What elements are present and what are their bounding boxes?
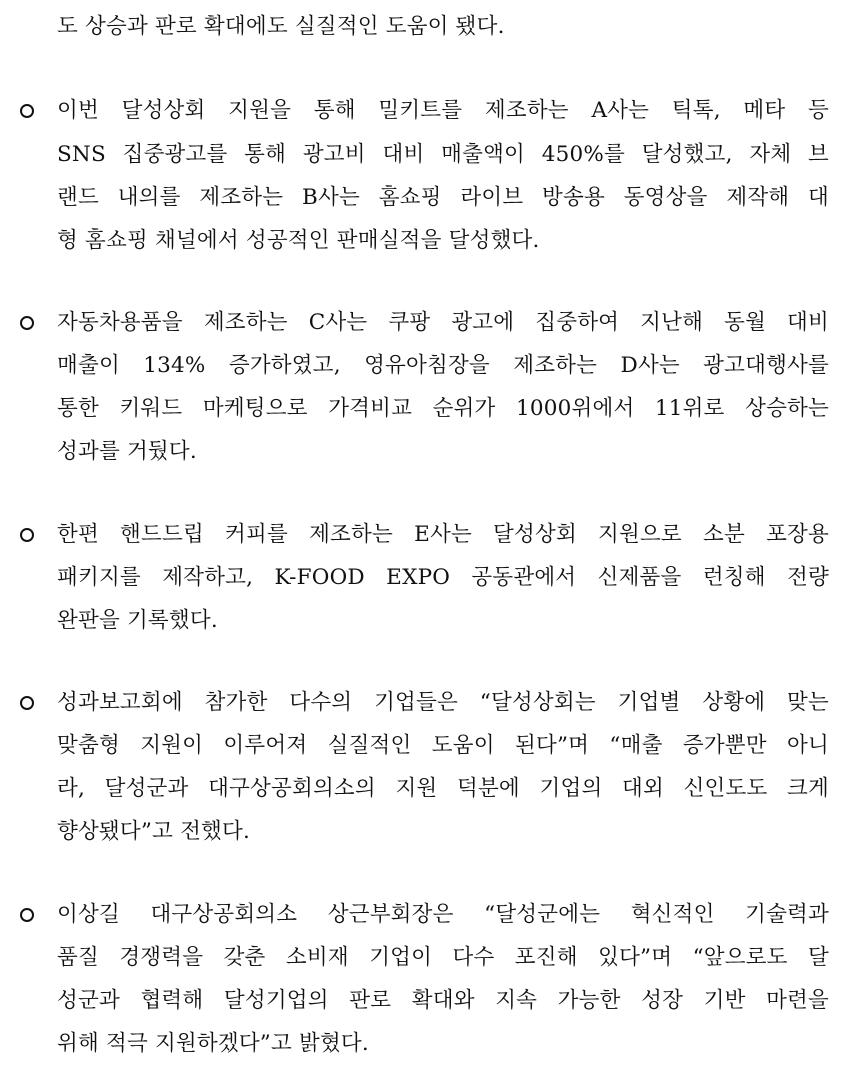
- paragraph-2-line-3: 통한 키워드 마케팅으로 가격비교 순위가 1000위에서 11위로 상승하는: [57, 396, 829, 421]
- paragraph-4-line-1: 성과보고회에 참가한 다수의 기업들은 “달성상회는 기업별 상황에 맞는: [57, 690, 829, 715]
- bullet-icon: [20, 528, 34, 542]
- paragraph-3-line-2: 패키지를 제작하고, K-FOOD EXPO 공동관에서 신제품을 런칭해 전량: [57, 565, 829, 590]
- paragraph-1-line-1: 이번 달성상회 지원을 통해 밀키트를 제조하는 A사는 틱톡, 메타 등: [57, 98, 829, 123]
- intro-line: 도 상승과 판로 확대에도 실질적인 도움이 됐다.: [57, 14, 505, 39]
- paragraph-4-line-3: 라, 달성군과 대구상공회의소의 지원 덕분에 기업의 대외 신인도도 크게: [57, 776, 829, 801]
- paragraph-1-line-3: 랜드 내의를 제조하는 B사는 홈쇼핑 라이브 방송용 동영상을 제작해 대: [57, 185, 829, 210]
- paragraph-5-line-4: 위해 적극 지원하겠다”고 밝혔다.: [57, 1031, 369, 1056]
- bullet-icon: [20, 104, 34, 118]
- bullet-icon: [20, 908, 34, 922]
- paragraph-4-line-2: 맞춤형 지원이 이루어져 실질적인 도움이 된다”며 “매출 증가뿐만 아니: [57, 733, 829, 758]
- paragraph-5-line-3: 성군과 협력해 달성기업의 판로 확대와 지속 가능한 성장 기반 마련을: [57, 988, 829, 1013]
- paragraph-3-line-3: 완판을 기록했다.: [57, 608, 218, 633]
- bullet-icon: [20, 316, 34, 330]
- paragraph-1-line-2: SNS 집중광고를 통해 광고비 대비 매출액이 450%를 달성했고, 자체 브: [57, 142, 829, 167]
- paragraph-2-line-2: 매출이 134% 증가하였고, 영유아침장을 제조하는 D사는 광고대행사를: [57, 353, 829, 378]
- paragraph-4-line-4: 향상됐다”고 전했다.: [57, 819, 251, 844]
- paragraph-2-line-4: 성과를 거뒀다.: [57, 439, 197, 464]
- paragraph-2-line-1: 자동차용품을 제조하는 C사는 쿠팡 광고에 집중하여 지난해 동월 대비: [57, 310, 829, 335]
- paragraph-3-line-1: 한편 핸드드립 커피를 제조하는 E사는 달성상회 지원으로 소분 포장용: [57, 522, 829, 547]
- paragraph-1-line-4: 형 홈쇼핑 채널에서 성공적인 판매실적을 달성했다.: [57, 228, 540, 253]
- bullet-icon: [20, 696, 34, 710]
- paragraph-5-line-2: 품질 경쟁력을 갖춘 소비재 기업이 다수 포진해 있다”며 “앞으로도 달: [57, 945, 829, 970]
- paragraph-5-line-1: 이상길 대구상공회의소 상근부회장은 “달성군에는 혁신적인 기술력과: [57, 902, 829, 927]
